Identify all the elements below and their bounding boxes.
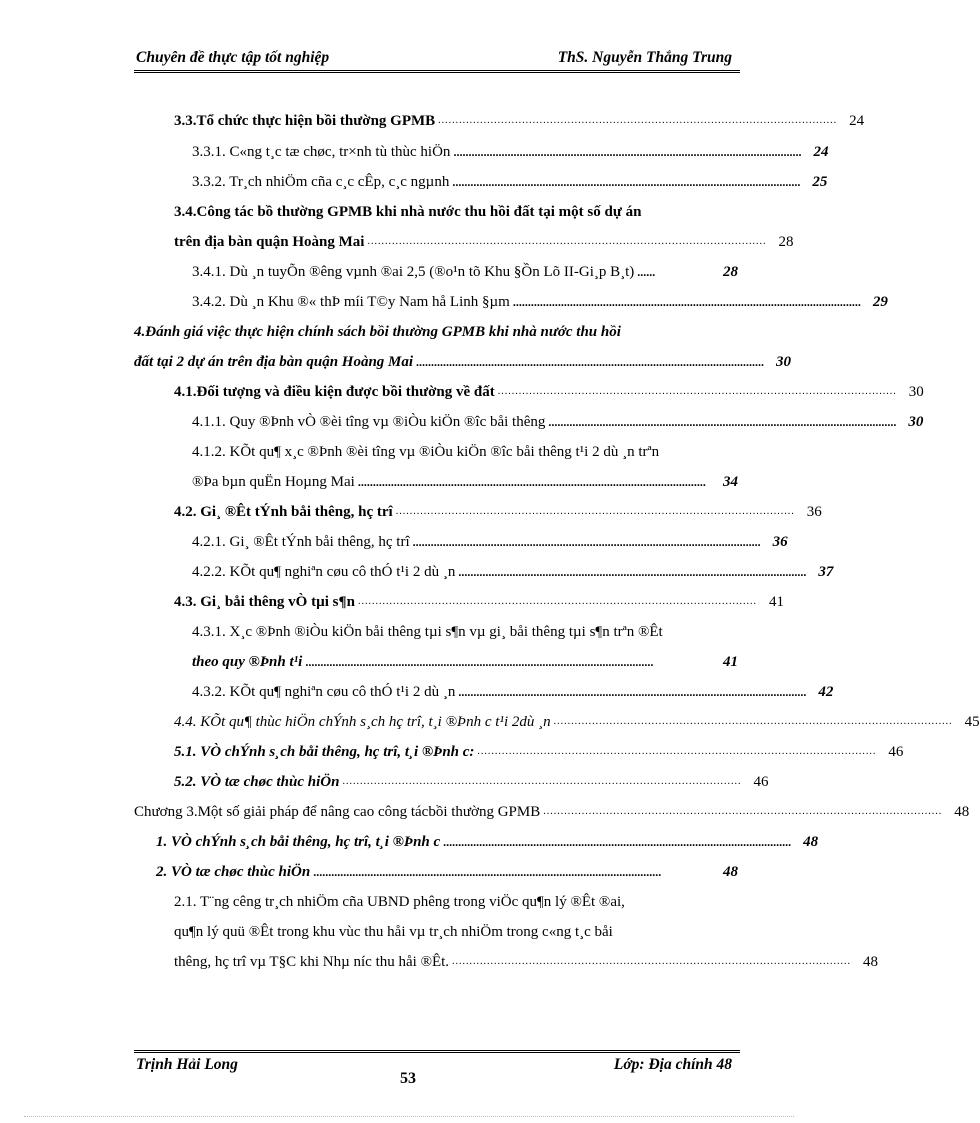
toc-leader: .................................................................................................................. <box>497 386 897 397</box>
toc-entry[interactable] <box>174 767 769 791</box>
toc-leader: .................................................................................................................. <box>438 115 838 126</box>
toc-entry-page: 48 <box>723 864 738 880</box>
toc-entry-text: qu¶n lý quü ®Êt trong khu vùc thu håi vµ tr¸ch nhiÖm trong c«ng t¸c båi <box>174 924 613 940</box>
toc-entry-page: 48 <box>954 804 970 820</box>
toc-entry-text: 5.2. VÒ tæ chøc thùc hiÖn <box>174 774 340 790</box>
toc-entry-text: 5.1. VÒ chÝnh s¸ch båi thêng, hç trî, t¸i ®Þnh c: <box>174 744 475 760</box>
toc-entry-page: 36 <box>772 534 788 550</box>
footer-class: Lớp: Địa chính 48 <box>613 1056 732 1073</box>
toc-entry-page: 24 <box>813 144 829 160</box>
toc-entry[interactable] <box>192 557 834 581</box>
toc-entry-text: thêng, hç trî vµ T§C khi Nhµ níc thu håi ®Êt. <box>174 954 450 970</box>
toc-leader: .................................................................................................................. <box>452 956 852 967</box>
toc-entry-text: 4.3.2. KÕt qu¶ nghiªn cøu cô thÓ t¹i 2 dù ¸n <box>192 684 456 700</box>
toc-leader: .................................................................................................................... <box>443 835 792 849</box>
toc-leader: .................................................................................................................... <box>412 535 761 549</box>
toc-entry-text: 4.2.1. Gi¸ ®Êt tÝnh båi thêng, hç trî <box>192 534 410 550</box>
toc-leader: .................................................................................................................... <box>305 655 654 669</box>
toc-entry[interactable] <box>174 737 904 761</box>
toc-leader: .................................................................................................................. <box>543 806 943 817</box>
toc-entry[interactable] <box>192 167 828 191</box>
toc-entry-text: 4.2.2. KÕt qu¶ nghiªn cøu cô thÓ t¹i 2 dù ¸n <box>192 564 456 580</box>
toc-entry-page: 42 <box>818 684 834 700</box>
toc-leader: .................................................................................................................... <box>458 685 807 699</box>
toc-entry[interactable] <box>134 347 792 371</box>
toc-leader: .................................................................................................................... <box>313 865 662 879</box>
toc-leader: .................................................................................................................. <box>477 746 877 757</box>
toc-entry[interactable] <box>192 437 738 461</box>
toc-leader: .................................................................................................................... <box>458 565 807 579</box>
toc-entry-page: 30 <box>908 384 924 400</box>
page-header <box>134 48 740 73</box>
toc-entry[interactable] <box>174 227 794 251</box>
toc-entry[interactable] <box>192 467 738 491</box>
toc-entry[interactable] <box>192 137 829 161</box>
toc-entry-text: theo quy ®Þnh t¹i <box>192 654 303 670</box>
toc-entry-text: 4.4. KÕt qu¶ thùc hiÖn chÝnh s¸ch hç trî, t¸i ®Þnh c t¹i 2dù ¸n <box>174 714 551 730</box>
toc-leader: .................................................................................................................... <box>416 355 765 369</box>
toc-entry-page: 37 <box>818 564 834 580</box>
toc-entry[interactable] <box>174 947 879 971</box>
toc-leader: .................................................................................................................... <box>453 145 802 159</box>
toc-leader: .................................................................................................................... <box>512 295 861 309</box>
toc-entry-text: 2. VÒ tæ chøc thùc hiÖn <box>156 864 311 880</box>
toc-entry[interactable] <box>174 707 980 731</box>
toc-entry[interactable] <box>174 887 738 911</box>
toc-entry[interactable] <box>174 197 738 221</box>
toc-entry[interactable] <box>174 377 924 401</box>
toc-leader: ...... <box>637 265 656 279</box>
toc-entry-page: 30 <box>776 354 792 370</box>
toc-entry-text: đất tại 2 dự án trên địa bàn quận Hoàng Mai <box>134 354 414 370</box>
page-number: 53 <box>400 1070 416 1087</box>
toc-entry-text: 4.1.1. Quy ®Þnh vÒ ®èi tîng vµ ®iÒu kiÖn ®îc båi thêng <box>192 414 546 430</box>
toc-leader: .................................................................................................................... <box>452 175 801 189</box>
toc-entry-page: 29 <box>872 294 888 310</box>
toc-entry-text: 4.1.2. KÕt qu¶ x¸c ®Þnh ®èi tîng vµ ®iÒu kiÖn ®îc båi thêng t¹i 2 dù ¸n trªn <box>192 444 660 460</box>
toc-entry-text: 3.3.Tổ chức thực hiện bồi thường GPMB <box>174 113 436 129</box>
toc-entry-text: 2.1. T¨ng cêng tr¸ch nhiÖm cña UBND phêng trong viÖc qu¶n lý ®Êt ®ai, <box>174 894 625 910</box>
toc-entry-text: 3.4.Công tác bồ thường GPMB khi nhà nước thu hồi đất tại một số dự án <box>174 204 642 220</box>
toc-entry-text: 3.3.2. Tr¸ch nhiÖm cña c¸c cÊp, c¸c ngµnh <box>192 174 450 190</box>
toc-entry-text: 4.1.Đối tượng và điều kiện được bồi thường về đất <box>174 384 495 400</box>
toc-entry-page: 28 <box>778 234 794 250</box>
toc-entry-text: 4.3. Gi¸ båi thêng vÒ tµi s¶n <box>174 594 355 610</box>
toc-leader: .................................................................................................................. <box>342 776 742 787</box>
toc-entry[interactable] <box>174 106 865 130</box>
toc-entry-page: 48 <box>863 954 879 970</box>
toc-entry-page: 46 <box>753 774 769 790</box>
toc-entry[interactable] <box>192 617 738 641</box>
toc-entry-page: 30 <box>908 414 924 430</box>
footer-author: Trịnh Hải Long <box>136 1056 238 1073</box>
toc-leader: .................................................................................................................. <box>367 236 767 247</box>
toc-entry-page: 28 <box>723 264 738 280</box>
header-title: Chuyên đề thực tập tốt nghiệp <box>136 49 330 66</box>
toc-leader: .................................................................................................................. <box>395 506 795 517</box>
toc-entry-page: 41 <box>723 654 738 670</box>
toc-entry-text: trên địa bàn quận Hoàng Mai <box>174 234 365 250</box>
toc-entry[interactable] <box>192 647 738 671</box>
toc-entry[interactable] <box>156 827 819 851</box>
toc-entry-page: 25 <box>812 174 828 190</box>
toc-entry-text: 4.2. Gi¸ ®Êt tÝnh båi thêng, hç trî <box>174 504 393 520</box>
toc-entry-text: 1. VÒ chÝnh s¸ch båi thêng, hç trî, t¸i ®Þnh c <box>156 834 441 850</box>
toc-entry-page: 41 <box>768 594 784 610</box>
page-footer <box>134 1050 740 1073</box>
toc-entry[interactable] <box>192 407 924 431</box>
toc-entry[interactable] <box>192 677 834 701</box>
toc-entry[interactable] <box>156 857 738 881</box>
toc-entry-page: 46 <box>888 744 904 760</box>
toc-entry-text: Chương 3.Một số giải pháp để nâng cao công tácbồi thường GPMB <box>134 804 541 820</box>
toc-entry-page: 45 <box>964 714 980 730</box>
toc-entry-page: 48 <box>803 834 819 850</box>
toc-entry[interactable] <box>174 917 738 941</box>
toc-leader: .................................................................................................................... <box>357 475 706 489</box>
toc-entry[interactable] <box>174 587 784 611</box>
toc-entry-text: 3.4.1. Dù ¸n tuyÕn ®êng vµnh ®ai 2,5 (®o¹n tõ Khu §Ồn Lõ II-Gi¸p B¸t) <box>192 264 635 280</box>
toc-leader: .................................................................................................................. <box>357 596 757 607</box>
toc-entry[interactable] <box>134 797 970 821</box>
toc-entry-page: 24 <box>849 113 865 129</box>
toc-entry[interactable] <box>174 497 822 521</box>
toc-entry-text: 3.4.2. Dù ¸n Khu ®« thÞ míi T©y Nam hå Linh §µm <box>192 294 510 310</box>
toc-entry[interactable] <box>192 257 738 281</box>
toc-entry-text: 4.3.1. X¸c ®Þnh ®iÒu kiÖn båi thêng tµi s¶n vµ gi¸ båi thêng tµi s¶n trªn ®Êt <box>192 624 663 640</box>
toc-leader: .................................................................................................................... <box>548 415 897 429</box>
toc-leader: .................................................................................................................. <box>553 716 953 727</box>
toc-entry[interactable] <box>192 287 888 311</box>
header-author: ThS. Nguyễn Thắng Trung <box>557 49 732 66</box>
toc-entry-text: 4.Đánh giá việc thực hiện chính sách bồi thường GPMB khi nhà nước thu hồi <box>134 324 621 340</box>
toc-entry-text: ®Þa bµn quËn Hoµng Mai <box>192 474 355 490</box>
toc-entry[interactable] <box>134 317 738 341</box>
toc-entry-text: 3.3.1. C«ng t¸c tæ chøc, tr×nh tù thùc hiÖn <box>192 144 451 160</box>
page-edge-divider <box>24 1116 794 1118</box>
toc-entry-page: 36 <box>806 504 822 520</box>
toc-entry[interactable] <box>192 527 788 551</box>
toc-entry-page: 34 <box>723 474 738 490</box>
